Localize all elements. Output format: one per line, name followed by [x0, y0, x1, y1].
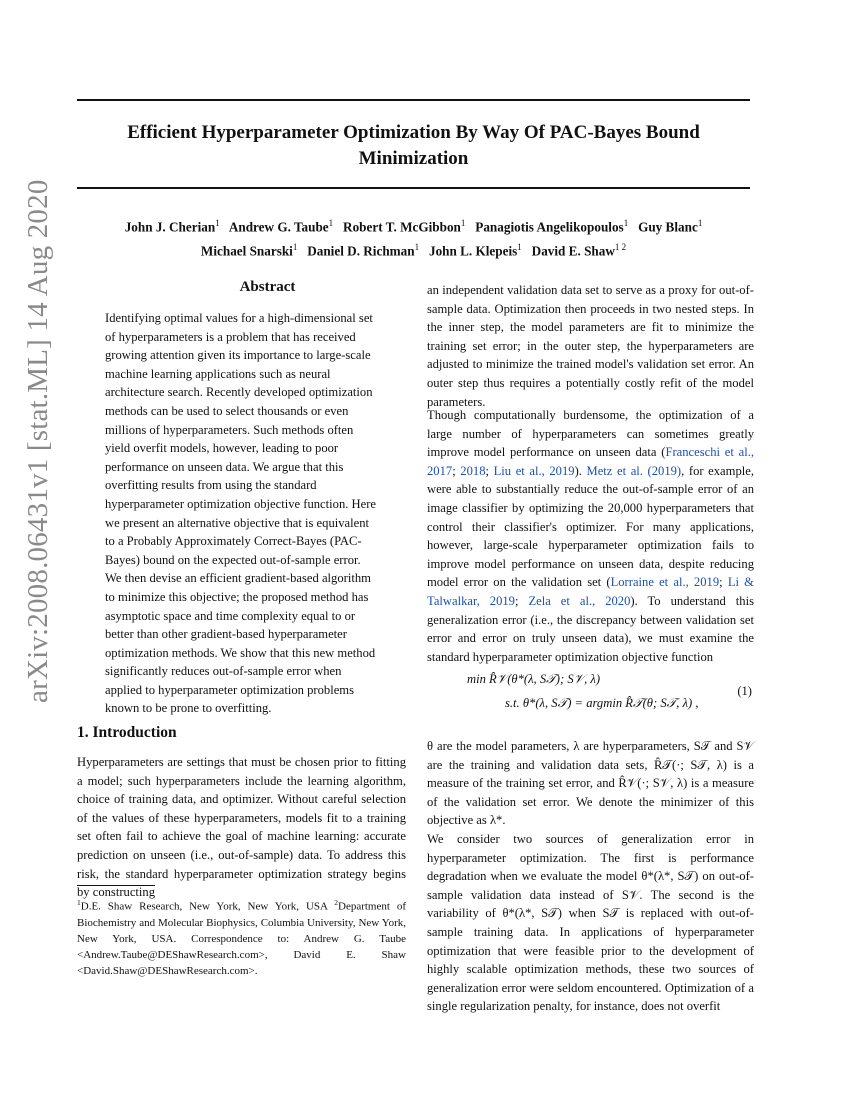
citation-link[interactable]: 2018	[460, 463, 486, 478]
author: David E. Shaw	[531, 243, 615, 259]
author: Robert T. McGibbon	[343, 219, 461, 235]
section-heading-introduction: 1. Introduction	[77, 724, 177, 741]
intro-paragraph: Hyperparameters are settings that must be chosen prior to fitting a model; such hyperparameters include the learning algorithm, choice of training data, and optimizer. Without careful selection of the values of these hyperparameters, models fit to a training set often fail to achieve the goal of machine learning: accurate prediction on unseen (i.e., out-of-sample) data. To address this risk, the standard hyperparameter optimization strategy begins by constructing	[77, 755, 406, 900]
author-list	[77, 213, 750, 262]
footnote-rule	[77, 885, 155, 886]
abstract-text: Identifying optimal values for a high-dimensional set of hyperparameters is a problem that has received growing attention given its importance to large-scale machine learning applications such as neural architecture search. Recently developed optimization methods can be used to select thousands or even millions of hyperparameters. Such methods often yield overfit models, however, leading to poor performance on unseen data. We argue that this overfitting results from using the standard hyperparameter optimization objective function. Here we present an alternative objective that is equivalent to a Probably Approximately Correct-Bayes (PAC-Bayes) bound on the expected out-of-sample error. We then devise an efficient gradient-based algorithm to minimize this objective; the proposed method has asymptotic space and time complexity equal to or better than other gradient-based hyperparameter optimization methods. We show that this new method significantly reduces out-of-sample error when applied to hyperparameter optimization problems known to be prone to overfitting.	[105, 311, 377, 716]
author: John J. Cherian	[124, 219, 216, 235]
citation-link[interactable]: Franceschi et al., 2017	[427, 445, 755, 478]
author: Panagiotis Angelikopoulos	[475, 219, 624, 235]
title-bottom-rule	[77, 187, 750, 189]
body-paragraph: θ are the model parameters, λ are hyperparameters, S𝒯 and S𝒱 are the training and validation data sets, R̂𝒯(·; S𝒯, λ) is a measure of the training set error, and R̂𝒱(·; S𝒱, λ) is a measure of the validation set error. We denote the minimizer of this objective as λ*.	[427, 739, 754, 828]
equation-line-1: min R̂𝒱(θ*(λ, S𝒯); S𝒱, λ)	[467, 672, 601, 686]
paper-title: Efficient Hyperparameter Optimization By Way Of PAC-Bayes Bound Minimization	[127, 122, 700, 169]
author: Andrew G. Taube	[228, 219, 329, 235]
citation-link[interactable]: Zela et al., 2020	[528, 593, 631, 608]
body-paragraph: We consider two sources of generalization error in hyperparameter optimization. The first is performance degradation when we evaluate the model θ*(λ*, S𝒯) on out-of-sample validation data instead of S𝒱. The second is the variability of θ*(λ*, S𝒯) when S𝒯 is replaced with out-of-sample training data. In applications of hyperparameter optimization that were feasible prior to the development of highly scalable optimization methods, these two sources of generalization error were seldom encountered. Optimization of a single regularization penalty, for instance, does not overfit	[427, 832, 754, 1014]
body-paragraph: Though computationally burdensome, the optimization of a large number of hyperparameters can sometimes greatly improve model performance on unseen data (Franceschi et al., 2017; 2018; Liu et al., 2019). Metz et al. (2019), for example, were able to substantially reduce the out-of-sample error of an image classifier by optimizing the 20,000 hyperparameters that control their classifier's optimizer. For many applications, however, large-scale hyperparameter optimization fails to improve model performance on unseen data, despite reducing model error on the validation set (Lorraine et al., 2019; Li & Talwalkar, 2019; Zela et al., 2020). To understand this generalization error (i.e., the discrepancy between validation set error and error on truly unseen data), we must examine the standard hyperparameter optimization objective function	[427, 408, 755, 664]
equation-line-2: s.t. θ*(λ, S𝒯) = argmin R̂𝒯(θ; S𝒯, λ) ,	[505, 696, 699, 710]
abstract-heading: Abstract	[239, 279, 296, 295]
citation-link[interactable]: Li & Talwalkar, 2019	[427, 575, 754, 608]
arxiv-side-label: arXiv:2008.06431v1 [stat.ML] 14 Aug 2020	[22, 179, 54, 703]
equation-number: (1)	[737, 684, 752, 698]
author-line-1: John J. Cherian$^1$ Andrew G. Taube$^1$ Robert T. McGibbon$^1$ Panagiotis Angelikopoulos$^1$ Guy Blanc$^1$	[124, 218, 703, 235]
author: John L. Klepeis	[428, 243, 518, 259]
citation-link[interactable]: Metz et al. (2019)	[586, 463, 682, 478]
title-top-rule	[77, 99, 750, 101]
author: Michael Snarski	[200, 243, 293, 259]
equation-1	[427, 668, 754, 720]
author-line-2: Michael Snarski$^1$ Daniel D. Richman$^1$ John L. Klepeis$^1$ David E. Shaw$^{1 2}$	[200, 242, 627, 259]
citation-link[interactable]: Liu et al., 2019	[493, 463, 575, 478]
author: Daniel D. Richman	[307, 243, 415, 259]
author: Guy Blanc	[638, 219, 698, 235]
affiliation-footnote: $^1$D.E. Shaw Research, New York, New York, USA $^2$Department of Biochemistry and Molecular Biophysics, Columbia University, New York, New York, USA. Correspondence to: Andrew G. Taube <Andrew.Taube@DEShawResearch.com>, David E. Shaw <David.Shaw@DEShawResearch.com>.	[77, 898, 406, 977]
citation-link[interactable]: Lorraine et al., 2019	[610, 575, 720, 590]
body-paragraph: an independent validation data set to serve as a proxy for out-of-sample data. Optimization then proceeds in two nested steps. In the inner step, the model parameters are fit to minimize the training set error; in the outer step, the hyperparameters are adjusted to minimize the trained model's validation set error. An outer step thus requires a potentially costly refit of the model parameters.	[427, 283, 754, 409]
